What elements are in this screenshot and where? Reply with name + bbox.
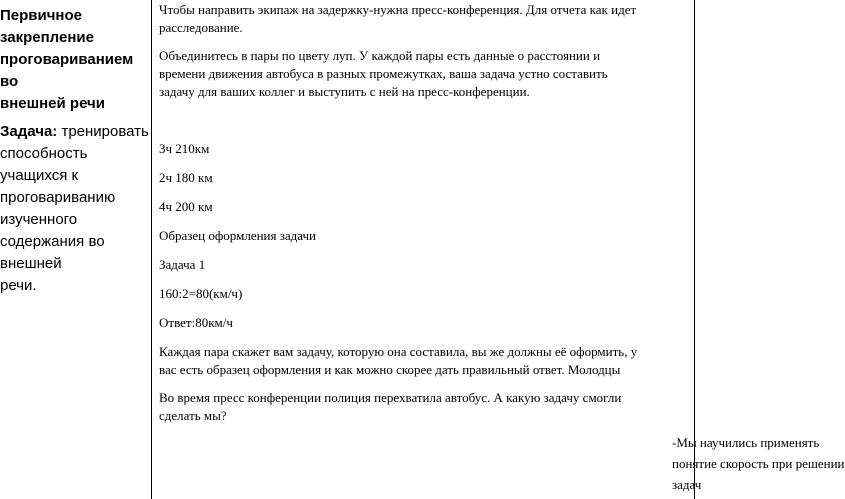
stage-column: [0, 5, 150, 297]
column-divider-1: [151, 0, 152, 499]
outcome-line-2: понятие скорость при решении: [672, 456, 845, 471]
student-activity-column: [672, 432, 845, 495]
final-paragraph: Во время пресс конференции полиция перехватила автобус. А какую задачу смогли сделать мы?: [159, 390, 622, 423]
stage-task: Задача: тренировать способность учащихся к проговариванию изученного содержания во внешней речи.: [0, 123, 149, 294]
task-label: Задача:: [0, 123, 58, 140]
answer: Ответ:80км/ч: [159, 315, 233, 330]
outcome-line-3: задач: [672, 477, 702, 492]
data-line-3: 4ч 200 км: [159, 199, 213, 214]
data-line-1: 3ч 210км: [159, 141, 210, 156]
column-divider-2: [694, 0, 695, 499]
stage-heading: Первичное закрепление проговариванием во внешней речи: [0, 7, 134, 112]
instruction-paragraph: Каждая пара скажет вам задачу, которую она составила, вы же должны её оформить, у вас есть образец оформления и как можно скорее дать правильный ответ. Молодцы: [159, 344, 638, 377]
data-line-2: 2ч 180 км: [159, 170, 213, 185]
task-title: Задача 1: [159, 257, 206, 272]
sample-title: Образец оформления задачи: [159, 228, 317, 243]
calculation: 160:2=80(км/ч): [159, 286, 243, 301]
intro-paragraph: Чтобы направить экипаж на задержку-нужна пресс-конференция. Для отчета как идет расследование.: [159, 2, 637, 35]
outcome-line-1: -Мы научились применять: [672, 435, 820, 450]
pairs-paragraph: Объединитесь в пары по цвету луп. У каждой пары есть данные о расстоянии и времени движения автобуса в разных промежутках, ваша задача устно составить задачу для ваших коллег и выступить с ней на пресс-конференции.: [159, 48, 608, 99]
